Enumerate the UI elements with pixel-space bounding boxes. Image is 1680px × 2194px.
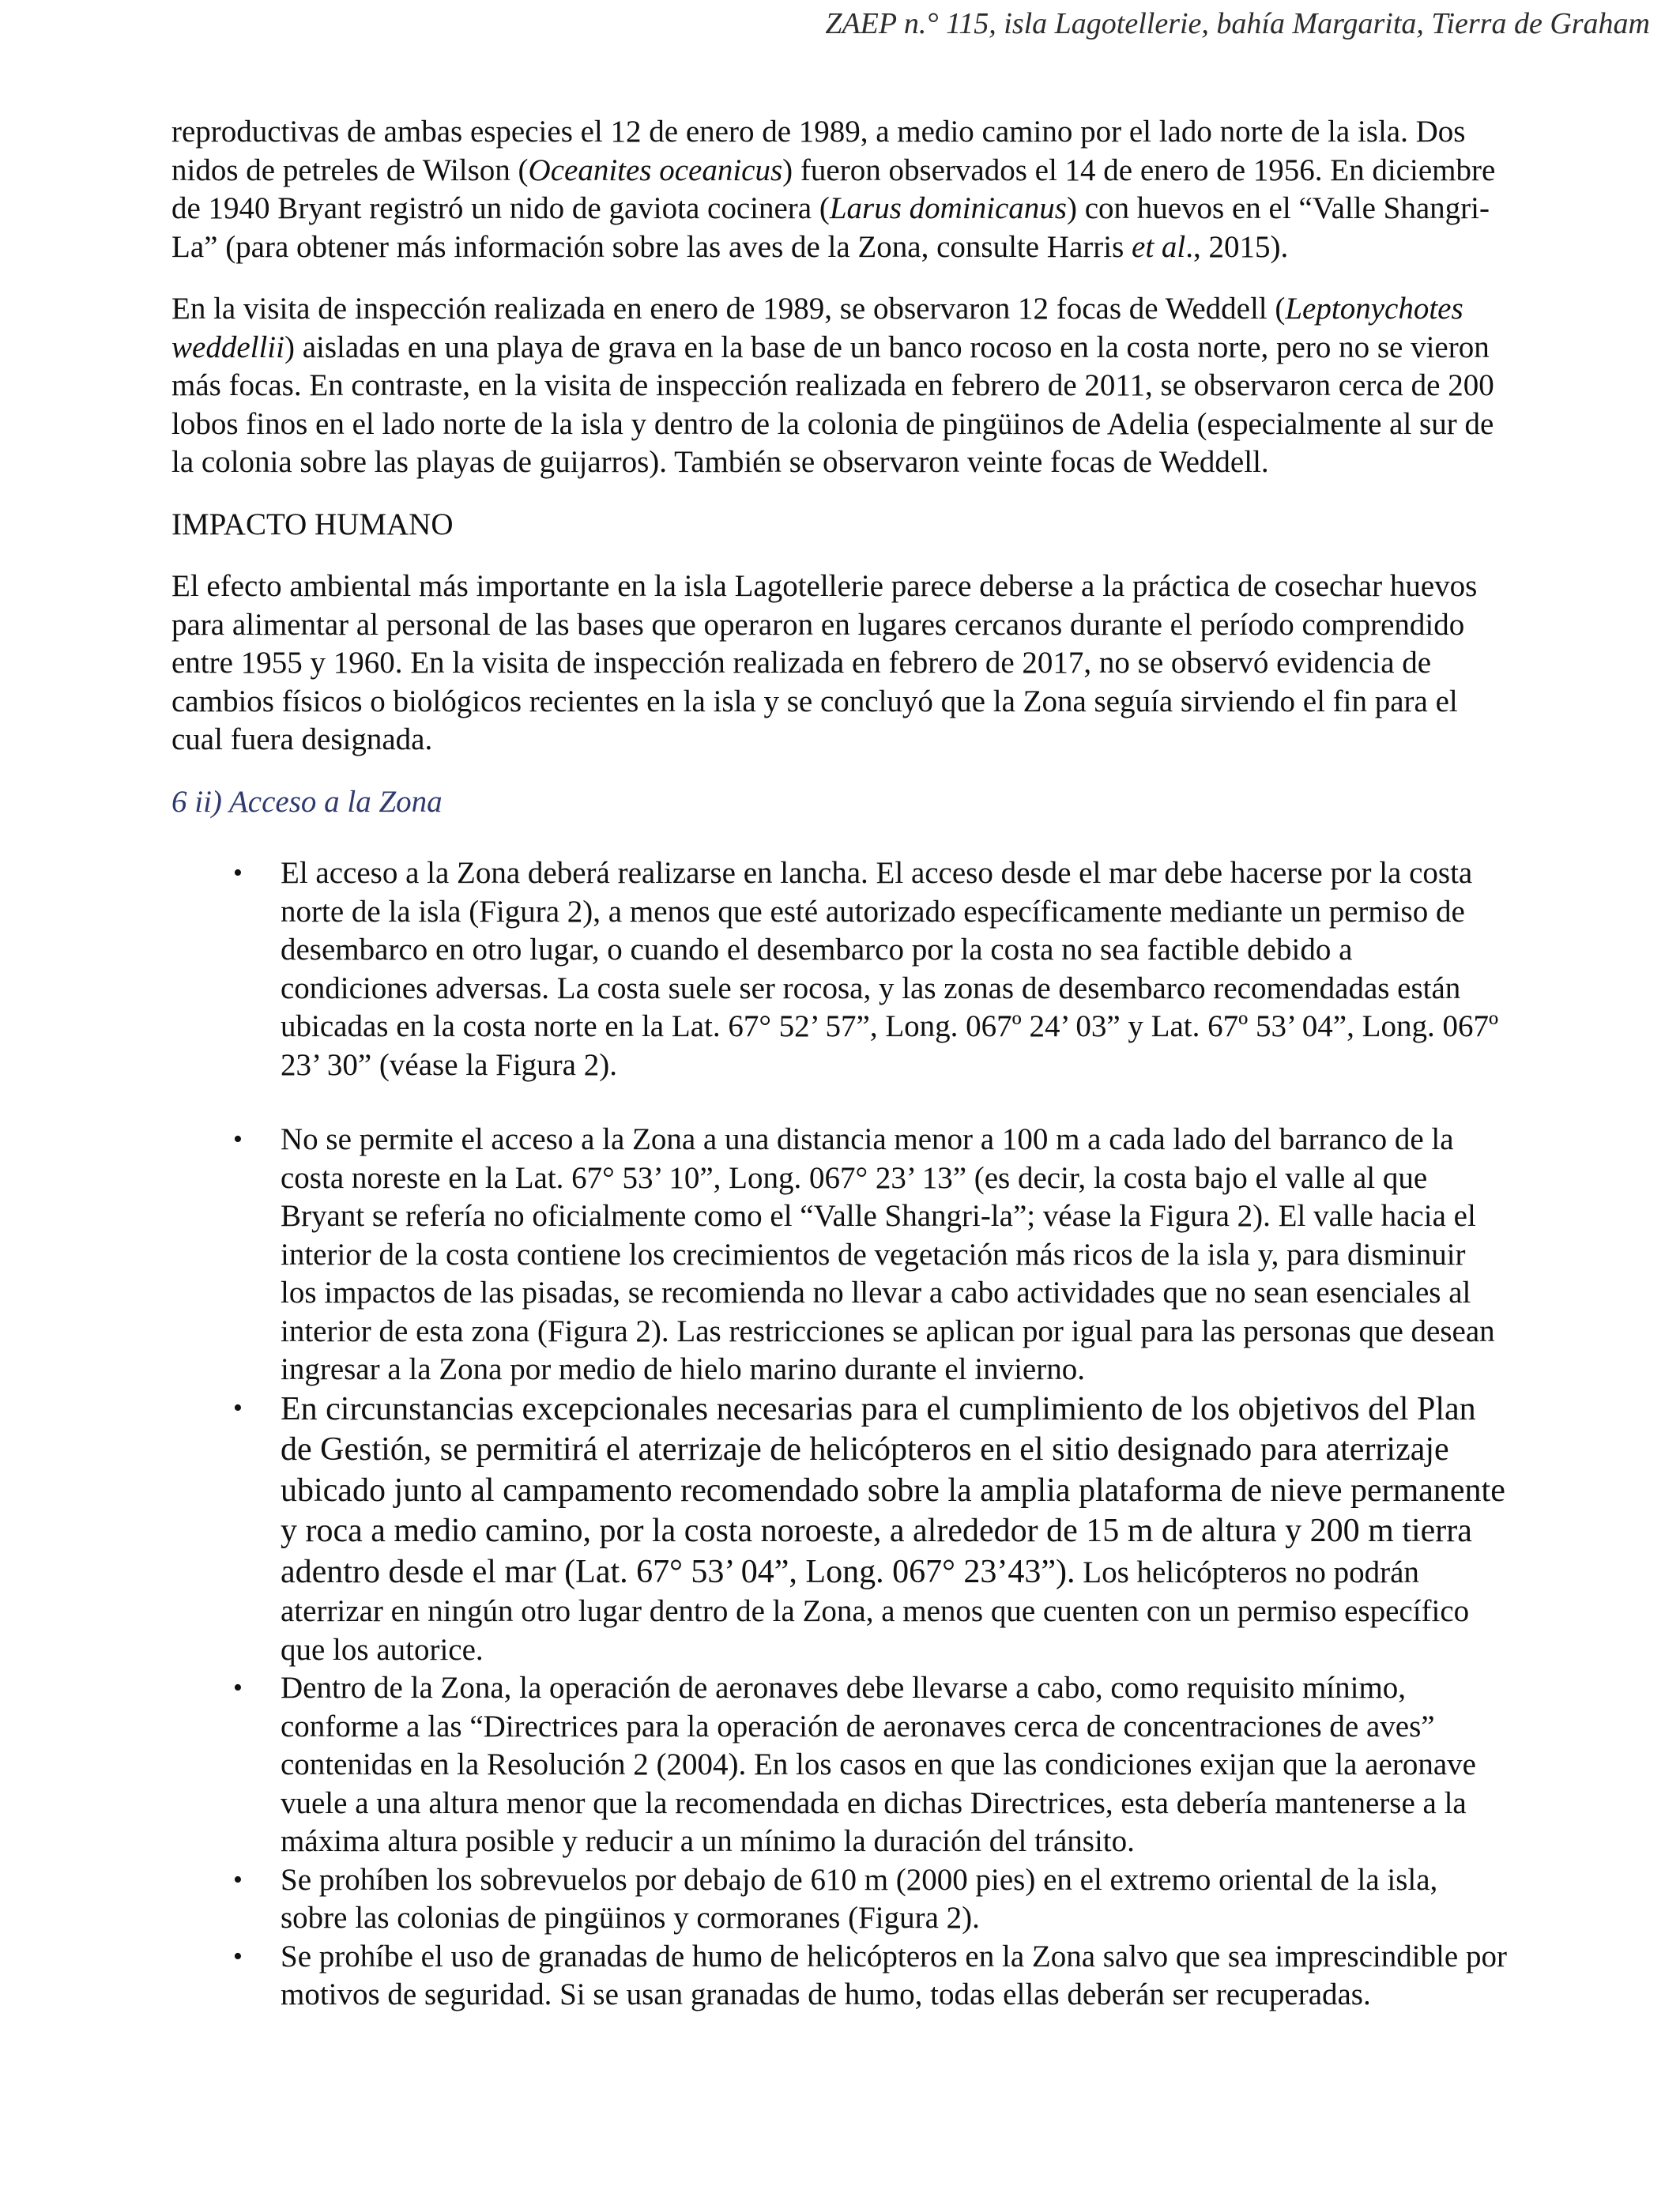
bullet-icon: • <box>233 1864 243 1894</box>
text-run: reproductivas de ambas especies el 12 de enero de 1989, a medio camino por el lado norte de la isla. Dos nidos de petreles de Wilson ( <box>171 115 1466 187</box>
list-item-text-large: En circunstancias excepcionales necesarias para el cumplimiento de los objetivos del Plan de Gestión, se permitirá el aterrizaje de helicópteros en el sitio designado para aterrizaje ubicado junto al campamento recomendado sobre la amplia plataforma de nieve permanente y roca a medio camino, por la costa noroeste, a alrededor de 15 m de altura y 200 m tierra adentro desde el mar (Lat. 67° 53’ 04”, Long. 067° 23’43”). <box>281 1390 1505 1590</box>
paragraph-human-impact: El efecto ambiental más importante en la isla Lagotellerie parece deberse a la práctica de cosechar huevos para alimentar al personal de las bases que operaron en lugares cercanos durante el período comprendido entre 1955 y 1960. En la visita de inspección realizada en febrero de 2017, no se observó evidencia de cambios físicos o biológicos recientes en la isla y se concluyó que la Zona seguía sirviendo el fin para el cual fuera designada. <box>171 569 1478 756</box>
text-run: ) fueron observados el 14 de enero de 1956. En diciembre de 1940 Bryant registró un nido de gaviota cocinera ( <box>171 153 1496 225</box>
text-run: En la visita de inspección realizada en enero de 1989, se observaron 12 focas de Weddell ( <box>171 292 1286 326</box>
bullet-icon: • <box>233 1393 243 1423</box>
bullet-icon: • <box>233 1673 243 1702</box>
list-item <box>171 854 1507 1084</box>
list-item-text: No se permite el acceso a la Zona a una distancia menor a 100 m a cada lado del barranco de la costa noreste en la Lat. 67° 53’ 10”, Long. 067° 23’ 13” (es decir, la costa bajo el valle al que Bryant se refería no oficialmente como el “Valle Shangri-la”; véase la Figura 2). El valle hacia el interior de la costa contiene los crecimientos de vegetación más ricos de la isla y, para disminuir los impactos de las pisadas, se recomienda no llevar a cabo actividades que no sean esenciales al interior de esta zona (Figura 2). Las restricciones se aplican por igual para las personas que desean ingresar a la Zona por medio de hielo marino durante el invierno. <box>281 1122 1495 1386</box>
bullet-icon: • <box>233 858 243 888</box>
list-item <box>171 1121 1507 1389</box>
italic-run: Leptonychotes weddellii <box>171 292 1463 364</box>
list-item <box>171 1938 1507 2015</box>
text-run: ) aisladas en una playa de grava en la base de un banco rocoso en la costa norte, pero no se vieron más focas. En contraste, en la visita de inspección realizada en febrero de 2011, se observaron cerca de 200 lobos finos en el lado norte de la isla y dentro de la colonia de pingüinos de Adelia (especialmente al sur de la colonia sobre las playas de guijarros). También se observaron veinte focas de Weddell. <box>171 330 1494 479</box>
list-item-text: Se prohíbe el uso de granadas de humo de helicópteros en la Zona salvo que sea imprescindible por motivos de seguridad. Si se usan granadas de humo, todas ellas deberán ser recuperadas. <box>281 1939 1507 2011</box>
italic-run: Larus dominicanus <box>829 191 1067 225</box>
page-content <box>171 113 1507 2015</box>
italic-run: et al <box>1132 229 1186 264</box>
text-run: ) con huevos en el “Valle Shangri-La” (para obtener más información sobre las aves de la Zona, consulte Harris <box>171 191 1490 264</box>
list-item <box>171 1669 1507 1861</box>
bullet-icon: • <box>233 1941 243 1971</box>
list-item-text: Dentro de la Zona, la operación de aeronaves debe llevarse a cabo, como requisito mínimo, conforme a las “Directrices para la operación de aeronaves cerca de concentraciones de aves” contenidas en la Resolución 2 (2004). En los casos en que las condiciones exijan que la aeronave vuele a una altura menor que la recomendada en dichas Directrices, esta debería mantenerse a la máxima altura posible y reducir a un mínimo la duración del tránsito. <box>281 1671 1476 1858</box>
access-bullet-list <box>171 854 1507 2015</box>
section-heading-human-impact: IMPACTO HUMANO <box>171 507 454 541</box>
paragraph-birds <box>171 113 1507 266</box>
list-item <box>171 1389 1507 1670</box>
list-item-text: Se prohíben los sobrevuelos por debajo de 610 m (2000 pies) en el extremo oriental de la isla, sobre las colonias de pingüinos y cormoranes (Figura 2). <box>281 1862 1438 1935</box>
list-item-text: Los helicópteros no podrán aterrizar en ningún otro lugar dentro de la Zona, a menos que cuenten con un permiso específico que los autorice. <box>281 1555 1470 1667</box>
bullet-icon: • <box>233 1125 243 1154</box>
text-run: ., 2015). <box>1185 229 1289 264</box>
subsection-title-access: 6 ii) Acceso a la Zona <box>171 784 443 819</box>
list-item-text: El acceso a la Zona deberá realizarse en lancha. El acceso desde el mar debe hacerse por la costa norte de la isla (Figura 2), a menos que esté autorizado específicamente mediante un permiso de desembarco en otro lugar, o cuando el desembarco por la costa no sea factible debido a condiciones adversas. La costa suele ser rocosa, y las zonas de desembarco recomendadas están ubicadas en la costa norte en la Lat. 67° 52’ 57”, Long. 067º 24’ 03” y Lat. 67º 53’ 04”, Long. 067º 23’ 30” (véase la Figura 2). <box>281 856 1499 1082</box>
paragraph-seals <box>171 290 1507 482</box>
italic-run: Oceanites oceanicus <box>528 153 783 187</box>
running-header: ZAEP n.° 115, isla Lagotellerie, bahía Margarita, Tierra de Graham <box>825 7 1650 40</box>
list-item <box>171 1861 1507 1938</box>
